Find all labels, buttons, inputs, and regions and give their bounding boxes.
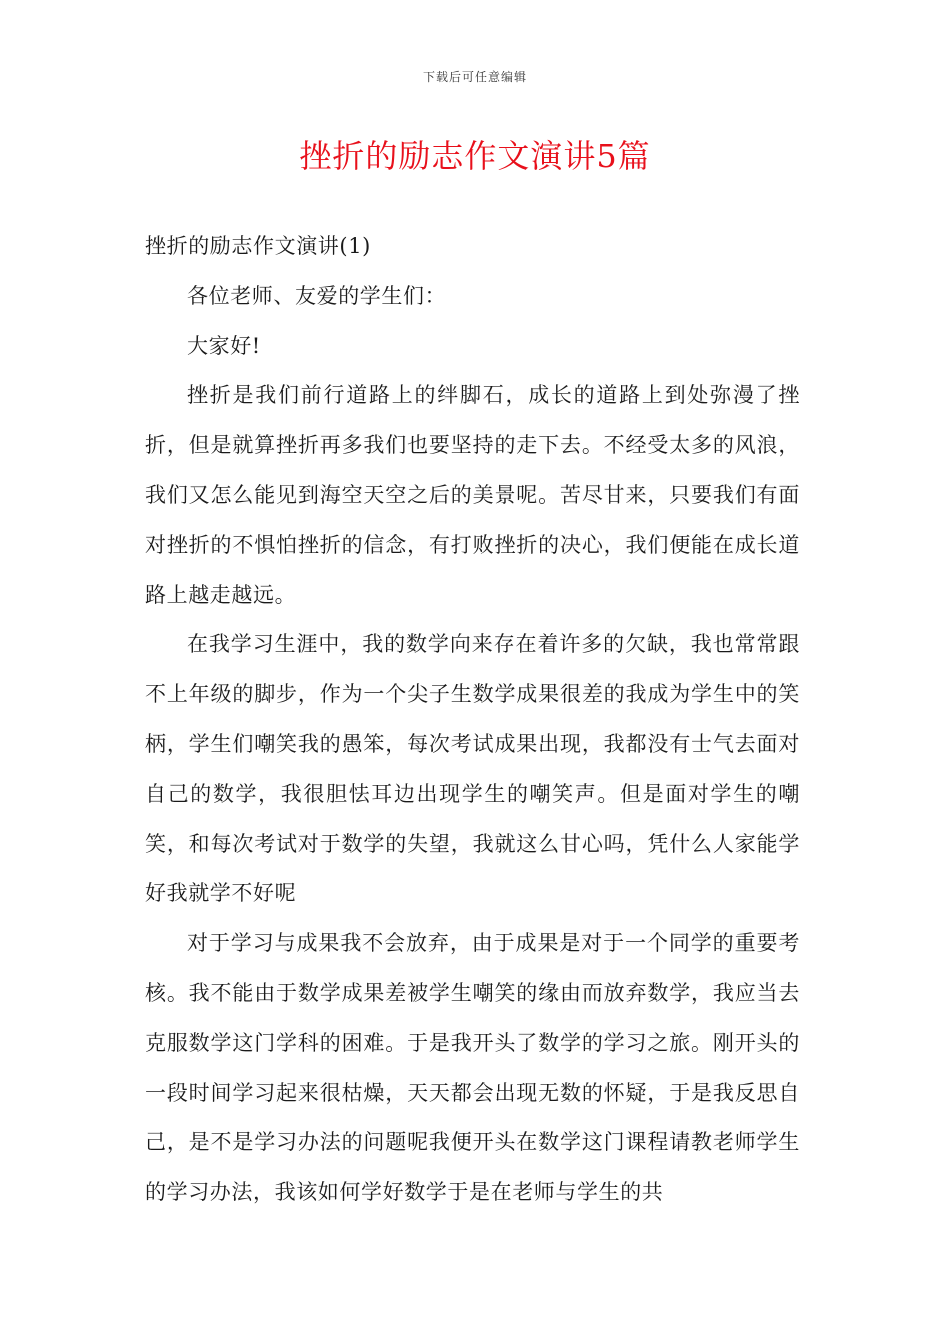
body-paragraph-1: 挫折是我们前行道路上的绊脚石，成长的道路上到处弥漫了挫折，但是就算挫折再多我们也要坚持的走下去。不经受太多的风浪，我们又怎么能见到海空天空之后的美景呢。苦尽甘来，只要我们有面对挫折的不惧怕挫折的信念，有打败挫折的决心，我们便能在成长道路上越走越远。 (145, 383, 800, 607)
page-header-note: 下载后可任意编辑 (422, 70, 527, 84)
document-title: 挫折的励志作文演讲5篇 (299, 137, 651, 175)
body-paragraph-3: 对于学习与成果我不会放弃，由于成果是对于一个同学的重要考核。我不能由于数学成果差被学生嘲笑的缘由而放弃数学，我应当去克服数学这门学科的困难。于是我开头了数学的学习之旅。刚开头的一段时间学习起来很枯燥，天天都会出现无数的怀疑，于是我反思自己，是不是学习办法的问题呢我便开头在数学这门课程请教老师学生的学习办法，我该如何学好数学于是在老师与学生的共 (145, 931, 800, 1205)
salutation-paragraph: 各位老师、友爱的学生们： (187, 283, 447, 308)
document-body (145, 222, 800, 1218)
greeting-paragraph: 大家好! (187, 333, 261, 358)
section-heading: 挫折的励志作文演讲(1) (145, 234, 371, 258)
body-paragraph-2: 在我学习生涯中，我的数学向来存在着许多的欠缺，我也常常跟不上年级的脚步，作为一个尖子生数学成果很差的我成为学生中的笑柄，学生们嘲笑我的愚笨，每次考试成果出现，我都没有士气去面对自己的数学，我很胆怯耳边出现学生的嘲笑声。但是面对学生的嘲笑，和每次考试对于数学的失望，我就这么甘心吗，凭什么人家能学好我就学不好呢 (145, 632, 800, 906)
